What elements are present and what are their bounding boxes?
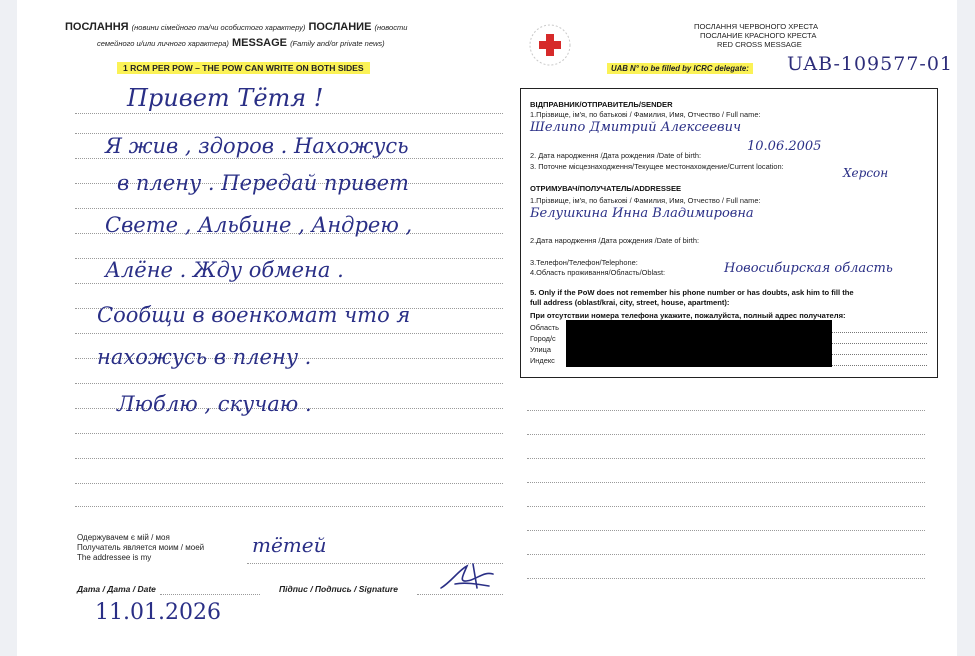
address-index-label: Индекс bbox=[530, 356, 555, 365]
one-rcm-banner: 1 RCM PER POW – THE POW CAN WRITE ON BOTH SIDES bbox=[117, 62, 370, 74]
relation-label-uk: Одержувачем є мій / моя bbox=[77, 533, 170, 542]
addressee-region-value: Новосибирская область bbox=[724, 261, 893, 276]
message-line-2: Я жив , здоров . Нахожусь bbox=[105, 134, 409, 158]
message-line-5: Алёне . Жду обмена . bbox=[105, 258, 344, 282]
sender-name-label: 1.Прізвище, ім'я, по батькові / Фамилия, Имя, Отчество / Full name: bbox=[530, 110, 761, 119]
rc-title-3: RED CROSS MESSAGE bbox=[717, 40, 802, 49]
header-bold-uk: ПОСЛАННЯ bbox=[65, 21, 129, 33]
addressee-name-label: 1.Прізвище, ім'я, по батькові / Фамилия, Имя, Отчество / Full name: bbox=[530, 196, 761, 205]
date-label: Дата / Дата / Date bbox=[77, 584, 156, 594]
sender-dob-value: 10.06.2005 bbox=[747, 139, 822, 154]
uab-value: UAB-109577-01 bbox=[787, 53, 954, 75]
left-header-line1 bbox=[65, 21, 407, 33]
signature-scribble bbox=[437, 560, 497, 594]
address-oblast-label: Область bbox=[530, 323, 560, 332]
header-note-ru-2: семейного и/или личного характера) bbox=[97, 39, 229, 48]
signature-label: Підпис / Подпись / Signature bbox=[279, 584, 398, 594]
rc-title-1: ПОСЛАННЯ ЧЕРВОНОГО ХРЕСТА bbox=[694, 22, 819, 31]
address-city-label: Город/с bbox=[530, 334, 556, 343]
red-cross-message-form bbox=[17, 0, 957, 656]
sender-name-value: Шелипо Дмитрий Алексеевич bbox=[530, 120, 742, 135]
rc-title-2: ПОСЛАНИЕ КРАСНОГО КРЕСТА bbox=[700, 31, 817, 40]
relation-value: тётей bbox=[252, 533, 327, 557]
message-line-7: нахожусь в плену . bbox=[97, 345, 312, 369]
message-line-1: Привет Тётя ! bbox=[127, 84, 324, 112]
addressee-name-value: Белушкина Инна Владимировна bbox=[530, 206, 754, 221]
sender-dob-label: 2. Дата народження /Дата рождения /Date of birth: bbox=[530, 151, 702, 160]
left-header-line2 bbox=[97, 37, 385, 49]
message-line-4: Свете , Альбине , Андрею , bbox=[105, 213, 413, 237]
header-note-uk: (новини сімейного та/чи особистого характеру) bbox=[131, 23, 306, 32]
address-note-2: full address (oblast/krai, city, street, house, apartment): bbox=[530, 298, 730, 307]
redaction-block bbox=[566, 320, 832, 367]
header-bold-ru: ПОСЛАНИЕ bbox=[308, 21, 372, 33]
addressee-region-label: 4.Область проживання/Область/Oblast: bbox=[530, 268, 666, 277]
header-note-ru: (новости bbox=[374, 23, 408, 32]
addressee-dob-label: 2.Дата народження /Дата рождения /Date of birth: bbox=[530, 236, 700, 245]
address-note-1: 5. Only if the PoW does not remember his phone number or has doubts, ask him to fill the bbox=[530, 288, 854, 297]
header-note-en: (Family and/or private news) bbox=[290, 39, 385, 48]
uab-label: UAB N° to be filled by ICRC delegate: bbox=[607, 63, 753, 74]
relation-label-en: The addressee is my bbox=[77, 553, 152, 562]
relation-label-ru: Получатель является моим / моей bbox=[77, 543, 205, 552]
address-street-label: Улица bbox=[530, 345, 551, 354]
red-cross-emblem bbox=[522, 20, 578, 70]
address-note-ru: При отсутствии номера телефона укажите, пожалуйста, полный адрес получателя: bbox=[530, 311, 846, 320]
sender-location-label: 3. Поточне місцезнаходження/Текущее местонахождение/Current location: bbox=[530, 162, 784, 171]
date-value: 11.01.2026 bbox=[95, 600, 221, 625]
message-line-6: Сообщи в военкомат что я bbox=[97, 303, 411, 327]
sender-title: ВІДПРАВНИК/ОТПРАВИТЕЛЬ/SENDER bbox=[530, 100, 673, 109]
sender-location-value: Херсон bbox=[843, 166, 889, 180]
message-line-8: Люблю , скучаю . bbox=[117, 392, 312, 416]
addressee-phone-label: 3.Телефон/Телефон/Telephone: bbox=[530, 258, 638, 267]
header-bold-en: MESSAGE bbox=[231, 37, 287, 49]
message-line-3: в плену . Передай привет bbox=[117, 171, 409, 195]
addressee-title: ОТРИМУВАЧ/ПОЛУЧАТЕЛЬ/ADDRESSEE bbox=[530, 184, 682, 193]
